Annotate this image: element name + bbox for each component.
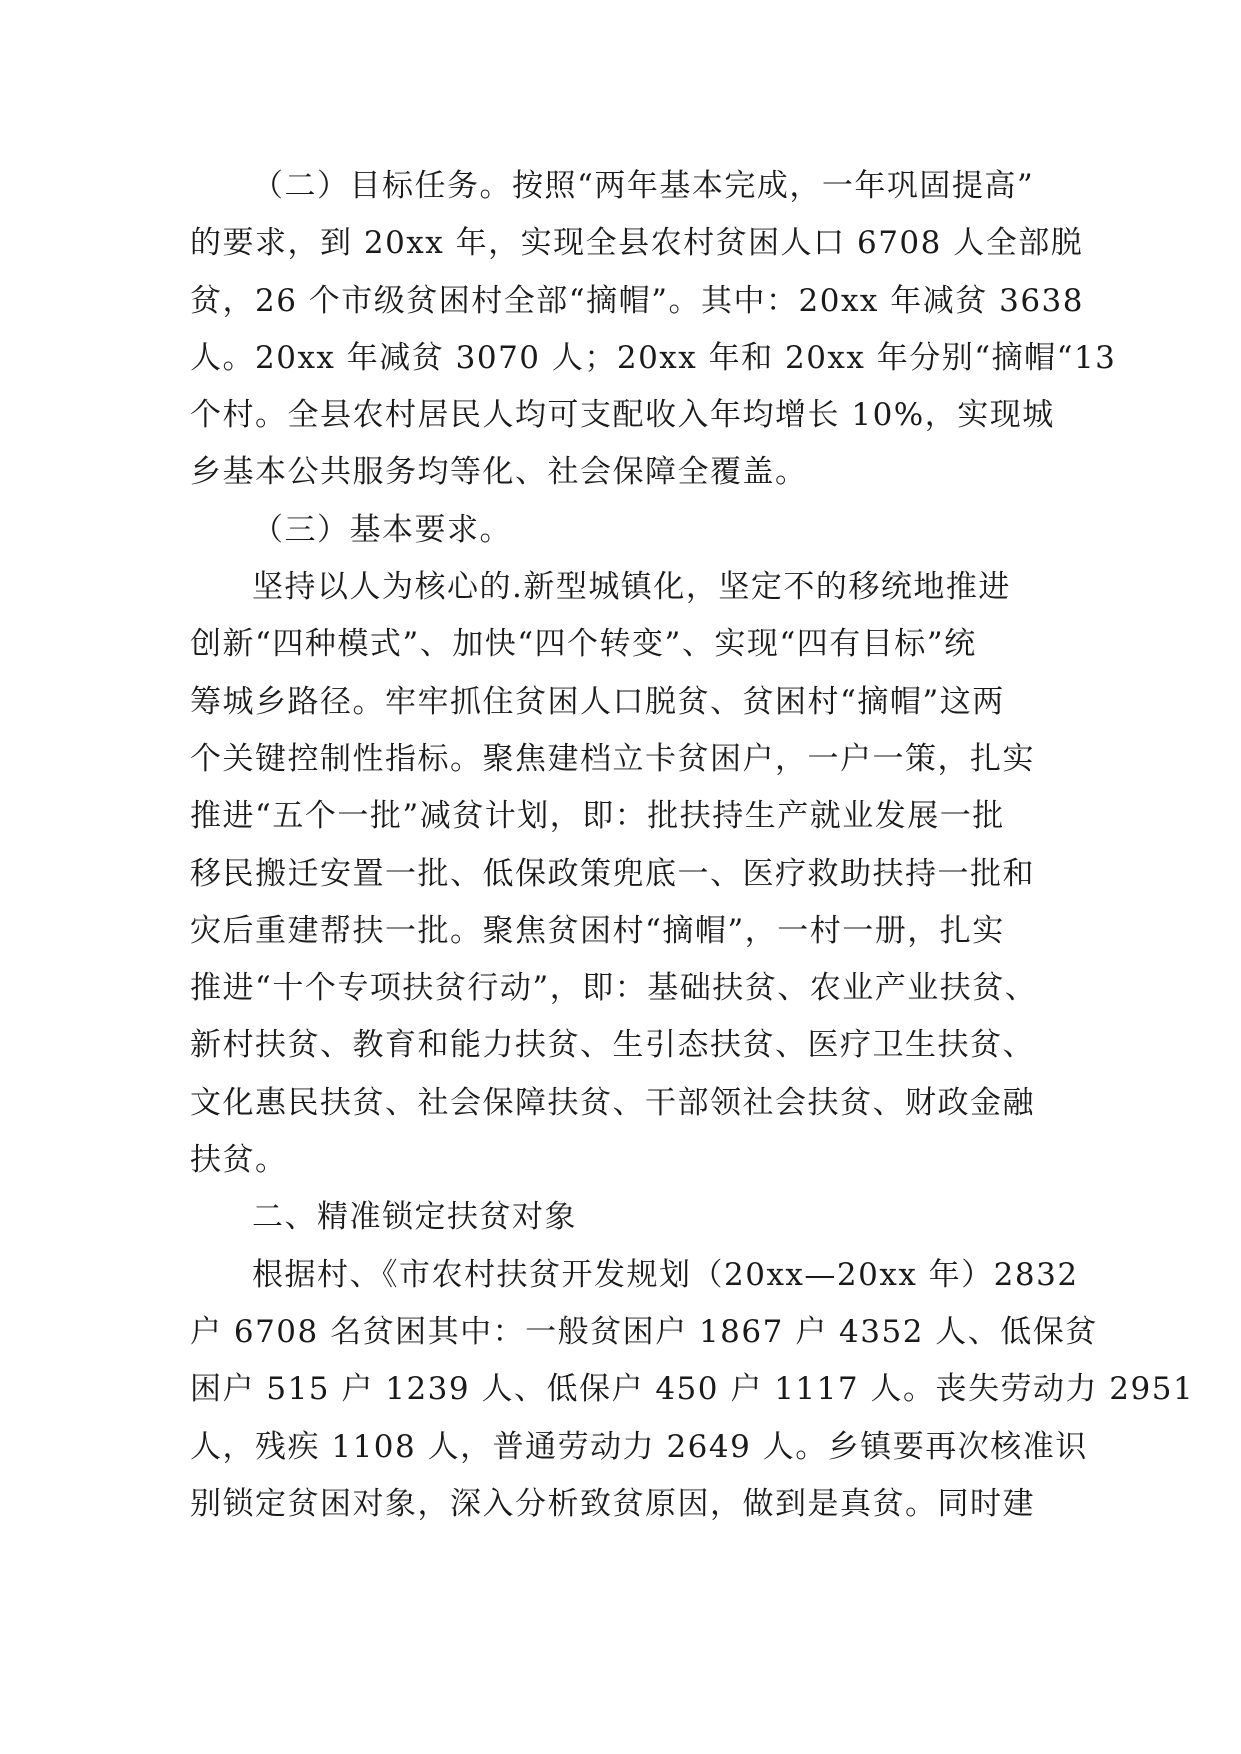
document-body (190, 158, 1195, 1533)
text-line: 乡基本公共服务均等化、社会保障全覆盖。 (190, 454, 808, 491)
text-line: 困户 515 户 1239 人、低保户 450 户 1117 人。丧失劳动力 2951 (190, 1371, 1195, 1408)
text-line: 户 6708 名贫困其中：一般贫困户 1867 户 4352 人、低保贫 (190, 1313, 1098, 1350)
text-line: 文化惠民扶贫、社会保障扶贫、干部领社会扶贫、财政金融 (190, 1084, 1035, 1121)
text-line: （三）基本要求。 (252, 511, 512, 548)
text-line: 扶贫。 (190, 1142, 288, 1179)
text-line: 的要求，到 20xx 年，实现全县农村贫困人口 6708 人全部脱 (190, 225, 1084, 262)
text-line: 人。20xx 年减贫 3070 人；20xx 年和 20xx 年分别“摘帽“13 (190, 339, 1117, 376)
text-line: 个村。全县农村居民人均可支配收入年均增长 10%，实现城 (190, 397, 1055, 434)
text-line: 个关键控制性指标。聚焦建档立卡贫困户，一户一策，扎实 (190, 740, 1035, 777)
text-line: 移民搬迁安置一批、低保政策兜底一、医疗救助扶持一批和 (190, 855, 1035, 892)
text-line: 推进“五个一批”减贫计划，即：批扶持生产就业发展一批 (190, 798, 1005, 835)
text-line: 筹城乡路径。牢牢抓住贫困人口脱贫、贫困村“摘帽”这两 (190, 683, 1005, 720)
text-line: 二、精准锁定扶贫对象 (252, 1199, 577, 1236)
text-line: 别锁定贫困对象，深入分析致贫原因，做到是真贫。同时建 (190, 1485, 1035, 1522)
text-line: 创新“四种模式”、加快“四个转变”、实现“四有目标”统 (190, 626, 977, 663)
text-line: （二）目标任务。按照“两年基本完成，一年巩固提高” (252, 168, 1035, 204)
text-line: 贫，26 个市级贫困村全部“摘帽”。其中：20xx 年减贫 3638 (190, 282, 1085, 319)
text-line: 灾后重建帮扶一批。聚焦贫困村“摘帽”，一村一册，扎实 (190, 912, 1005, 949)
text-line: 推进“十个专项扶贫行动”，即：基础扶贫、农业产业扶贫、 (190, 970, 1038, 1007)
text-line: 坚持以人为核心的.新型城镇化，坚定不的移统地推进 (252, 569, 1011, 606)
text-line: 根据村、《市农村扶贫开发规划（20xx—20xx 年）2832 (252, 1256, 1079, 1293)
text-line: 人，残疾 1108 人，普通劳动力 2649 人。乡镇要再次核准识 (190, 1428, 1088, 1465)
text-line: 新村扶贫、教育和能力扶贫、生引态扶贫、医疗卫生扶贫、 (190, 1027, 1035, 1064)
